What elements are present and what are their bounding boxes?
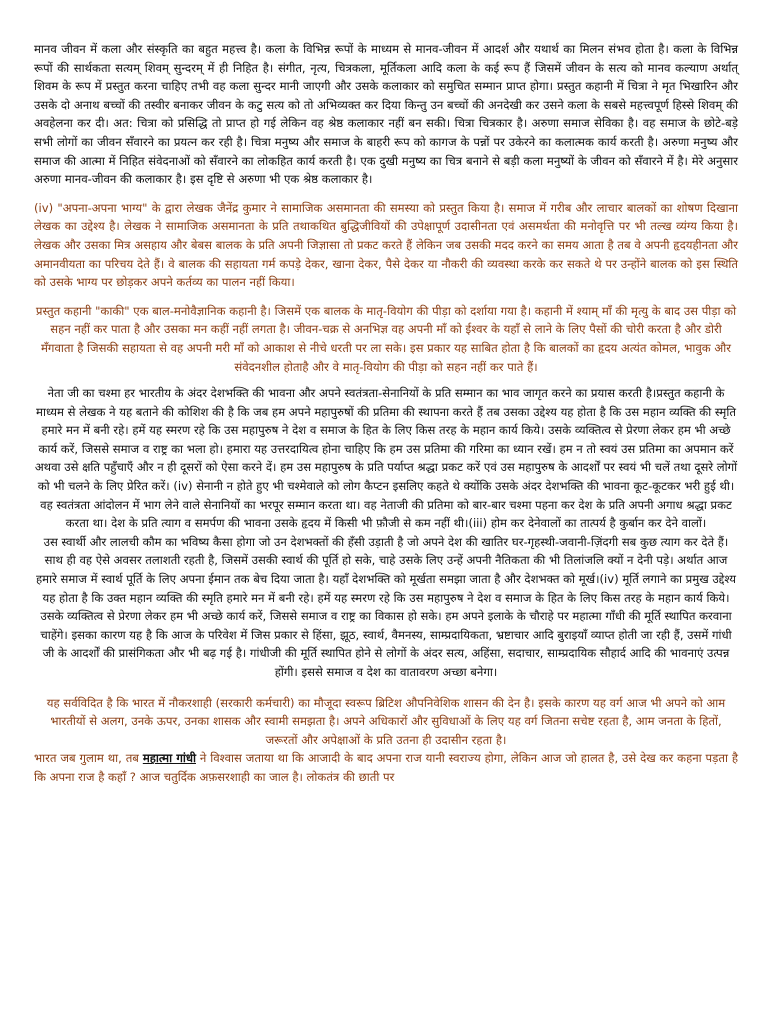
paragraph-kaki: प्रस्तुत कहानी "काकी" एक बाल-मनोवैज्ञानिक कहानी है। जिसमें एक बालक के मातृ-वियोग की पीड़ा को दर्शाया गया है। कहानी में श्याम् माँ की मृत्यु के बाद उस पीड़ा को सहन नहीं कर पाता है और उसका मन कहीं नहीं लगता है। जीवन-चक्र से अनभिज्ञ वह अपनी माँ को ईश्वर के यहाँ से लाने के लिए पैसों की चोरी करता है और डोरी मँगवाता है जिसकी सहायता से वह अपनी मरी माँ को आकाश से नीचे धरती पर ला सके। इस प्रकार यह साबित होता है कि बालकों का हृदय अत्यंत कोमल, भावुक और संवेदनशील होताहै और वे मातृ-वियोग की पीड़ा को सहन नहीं कर पाते हैं।	[35, 303, 737, 374]
gandhi-link[interactable]: महात्मा गांधी	[142, 751, 196, 766]
paragraph-naukarshahi: यह सर्वविदित है कि भारत में नौकरशाही (सरकारी कर्मचारी) का मौजूदा स्वरूप ब्रिटिश औपनिवेशिक शासन की देन है। इसके कारण यह वर्ग आज भी अपने को आम भारतीयों से अलग, उनके ऊपर, उनका शासक और स्वामी समझता है। अपने अधिकारों और सुविधाओं के लिए यह वर्ग जितना सचेष्ट रहता है, आम जनता के हितों, जरूरतों और अपेक्षाओं के प्रति उतना ही उदासीन रहता है।	[46, 695, 726, 747]
paragraph-swarthi-kaum: उस स्वार्थी और लालची कौम का भविष्य कैसा होगा जो उन देशभक्तों की हँसी उड़ाती है जो अपने देश की खातिर घर-गृहस्थी-जवानी-ज़िंदगी सब कुछ त्याग कर देते हैं। साथ ही वह ऐसे अवसर तलाशती रहती है, जिसमें उसकी स्वार्थ की पूर्ति हो सके, चाहे उसके लिए उन्हें अपनी नैतिकता की भी तिलांजलि क्यों न देनी पड़े। अर्थात आज हमारे समाज में स्वार्थ पूर्ति के लिए अपना ईमान तक बेच दिया जाता है। यहाँ देशभक्ति को मूर्खता समझा जाता है और देशभक्त को मूर्ख।(iv) मूर्ति लगाने का प्रमुख उद्देश्य यह होता है कि उक्त महान व्यक्ति की स्मृति हमारे मन में बनी रहे। हमें यह स्मरण रहे कि उस महापुरुष ने देश व समाज के हित के लिए किस तरह के महान कार्य किये। उसके व्यक्तित्व से प्रेरणा लेकर हम भी अच्छे कार्य करें, जिससे समाज व राष्ट्र का विकास हो सके। हम अपने इलाके के चौराहे पर महात्मा गाँधी की मूर्ति स्थापित करवाना चाहेंगे। इसका कारण यह है कि आज के परिवेश में जिस प्रकार से हिंसा, झूठ, स्वार्थ, वैमनस्य, साम्प्रदायिकता, भ्रष्टाचार आदि बुराइयाँ व्याप्त होती जा रही हैं, उसमें गांधी जी के आदर्शों की प्रासंगिकता और भी बढ़ गई है। गांधीजी की मूर्ति स्थापित होने से लोगों के अंदर सत्य, अहिंसा, सदाचार, साम्प्रदायिक सौहार्द आदि की भावनाएं उत्पन्न होंगी। इससे समाज व देश का वातावरण अच्छा बनेगा।	[36, 534, 736, 679]
paragraph-swarajya-end: ने विश्वास जताया था कि आजादी के बाद अपना राज यानी स्वराज्य होगा, लेकिन आज जो हालत है, उसे देख कर कहना पड़ता है कि अपना राज है कहाँ ? आज चतुर्दिक अफ़सरशाही का जाल है। लोकतंत्र की छाती पर	[34, 751, 738, 784]
paragraph-netaji-ka-chashma: नेता जी का चश्मा हर भारतीय के अंदर देशभक्ति की भावना और अपने स्वतंत्रता-सेनानियों के प्रति सम्मान का भाव जागृत करने का प्रयास करती है।प्रस्तुत कहानी के माध्यम से लेखक ने यह बताने की कोशिश की है कि जब हम अपने महापुरुषों की प्रतिमा की स्थापना करते हैं तब उसका उद्देश्य यह होता है कि उस महान व्यक्ति की स्मृति हमारे मन में बनी रहे। हमें यह स्मरण रहे कि उस महापुरुष ने देश व समाज के हित के लिए किस तरह के महान कार्य किये। उसके व्यक्तित्व से प्रेरणा लेकर हम भी अच्छे कार्य करें, जिससे समाज व राष्ट्र का भला हो। हमारा यह उत्तरदायित्व होना चाहिए कि हम उस प्रतिमा की गरिमा का ध्यान रखें। हम न तो स्वयं उस प्रतिमा का अपमान करें अथवा उसे क्षति पहुँचाएँ और न ही दूसरों को ऐसा करने दें। हम उस महापुरुष के प्रति पर्याप्त श्रद्धा प्रकट करें एवं उस महापुरुष के आदर्शों पर स्वयं भी चलें तथा दूसरे लोगों को भी चलने के लिए प्रेरित करें। (iv) सेनानी न होते हुए भी चश्मेवाले को लोग कैप्टन इसलिए कहते थे क्योंकि उसके अंदर देशभक्ति की भावना कूट-कूटकर भरी हुई थी। वह स्वतंत्रता आंदोलन में भाग लेने वाले सेनानियों का भरपूर सम्मान करता था। वह नेताजी की प्रतिमा को बार-बार चश्मा पहना कर देश के प्रति अपनी अगाध श्रद्धा प्रकट करता था। देश के प्रति त्याग व समर्पण की भावना उसके हृदय में किसी भी फ़ौजी से कम नहीं थी।(iii) होम कर देनेवालों का तात्पर्य है कुर्बान कर देने वालों।	[34, 386, 738, 531]
paragraph-art-and-culture: मानव जीवन में कला और संस्कृति का बहुत महत्त्व है। कला के विभिन्न रूपों के माध्यम से मानव-जीवन में आदर्श और यथार्थ का मिलन संभव होता है। कला के विभिन्न रूपों की सार्थकता सत्यम् शिवम् सुन्दरम् में ही निहित है। संगीत, नृत्य, चित्रकला, मूर्तिकला आदि कला के कई रूप हैं जिसमें जीवन के सत्य को मानव कल्याण अर्थात् शिवम के रूप में प्रस्तुत करना चाहिए तभी वह कला सुन्दर मानी जाएगी और उसके कलाकार को समुचित सम्मान प्राप्त होगा। प्रस्तुत कहानी में चित्रा ने मृत भिखारिन और उसके दो अनाथ बच्चों की तस्वीर बनाकर जीवन के कटु सत्य को तो अभिव्यक्त कर दिया किन्तु उन बच्चों की अनदेखी कर उसने कला के सबसे महत्त्वपूर्ण हिस्से शिवम् की अवहेलना कर दी। अत: चित्रा को प्रसिद्धि तो प्राप्त हो गई लेकिन वह श्रेष्ठ कलाकार नहीं बन सकी। चित्रा चित्रकार है। अरुणा समाज सेविका है। वह समाज के छोटे-बड़े सभी लोगों का जीवन सँवारने का प्रयत्न कर रही है। चित्रा मनुष्य और समाज के बाहरी रूप को कागज के पन्नों पर उकेरने का कलात्मक कार्य करती है। अरुणा मनुष्य और समाज की आत्मा में निहित संवेदनाओं को सँवारने का लोकहित कार्य करती है। एक दुखी मनुष्य का चित्र बनाने से बड़ी कला मनुष्यों के जीवन को सँवारने में है। मेरे अनुसार अरुणा मानव-जीवन की कलाकार है। इस दृष्टि से अरुणा भी एक श्रेष्ठ कलाकार है।	[34, 42, 738, 187]
paragraph-apna-apna-bhagya: (iv) "अपना-अपना भाग्य" के द्वारा लेखक जैनेंद्र कुमार ने सामाजिक असमानता की समस्या को प्रस्तुत किया है। समाज में गरीब और लाचार बालकों का शोषण दिखाना लेखक का उद्देश्य है। लेखक ने सामाजिक असमानता के प्रति तथाकथित बुद्धिजीवियों की उपेक्षापूर्ण उदासीनता एवं असमर्थता की मनोवृत्ति पर भी तल्ख व्यंग्य किया है। लेखक और उसका मित्र असहाय और बेबस बालक के प्रति अपनी जिज्ञासा तो प्रकट करते हैं लेकिन जब उसकी मदद करने का समय आता है तब वे अपनी हृदयहीनता और अमानवीयता का परिचय देते हैं। वे बालक की सहायता गर्म कपड़े देकर, खाना देकर, पैसे देकर या नौकरी की व्यवस्था करके कर सकते थे पर उन्होंने बालक को इस स्थिति को उसके भाग्य पर छोड़कर अपने कर्तव्य का पालन नहीं किया।	[34, 200, 738, 290]
paragraph-swarajya-start: भारत जब गुलाम था, तब	[34, 751, 143, 766]
paragraph-swarajya	[34, 749, 738, 786]
